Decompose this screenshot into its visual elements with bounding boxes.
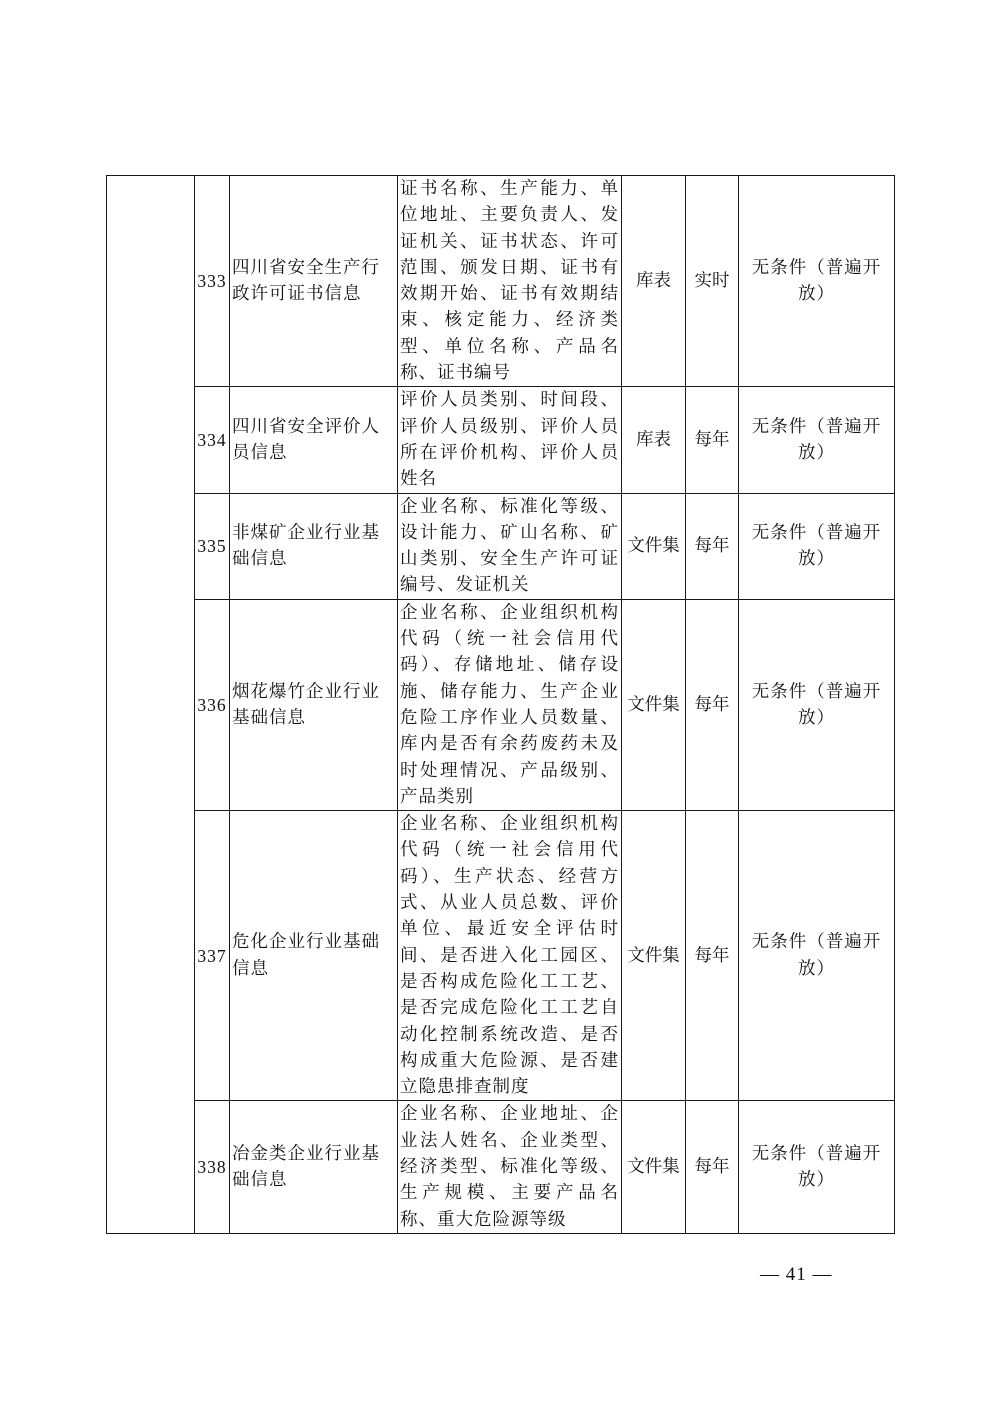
table-row (107, 387, 895, 493)
sharing-condition: 无条件（普遍开放） (739, 493, 895, 599)
row-number: 335 (195, 493, 230, 599)
info-items: 企业名称、企业组织机构代码（统一社会信用代码）、存储地址、储存设施、储存能力、生产企业危险工序作业人员数量、库内是否有余药废药未及时处理情况、产品级别、产品类别 (398, 599, 622, 810)
row-number: 337 (195, 811, 230, 1101)
table-row (107, 176, 895, 387)
resource-format: 文件集 (622, 811, 686, 1101)
row-number: 333 (195, 176, 230, 387)
table-row (107, 599, 895, 810)
category-cell (107, 176, 195, 1234)
page-number: — 41 — (760, 1264, 833, 1285)
resource-format: 库表 (622, 387, 686, 493)
update-frequency: 实时 (686, 176, 739, 387)
sharing-condition: 无条件（普遍开放） (739, 599, 895, 810)
info-items: 企业名称、企业组织机构代码（统一社会信用代码）、生产状态、经营方式、从业人员总数、评价单位、最近安全评估时间、是否进入化工园区、是否构成危险化工工艺、是否完成危险化工工艺自动化控制系统改造、是否构成重大危险源、是否建立隐患排查制度 (398, 811, 622, 1101)
row-number: 336 (195, 599, 230, 810)
update-frequency: 每年 (686, 493, 739, 599)
sharing-condition: 无条件（普遍开放） (739, 387, 895, 493)
resource-name: 烟花爆竹企业行业基础信息 (230, 599, 398, 810)
data-catalog-table (106, 175, 895, 1234)
info-items: 企业名称、标准化等级、设计能力、矿山名称、矿山类别、安全生产许可证编号、发证机关 (398, 493, 622, 599)
resource-format: 库表 (622, 176, 686, 387)
table-row (107, 493, 895, 599)
update-frequency: 每年 (686, 387, 739, 493)
resource-format: 文件集 (622, 493, 686, 599)
resource-name: 冶金类企业行业基础信息 (230, 1101, 398, 1233)
row-number: 334 (195, 387, 230, 493)
table-row (107, 811, 895, 1101)
update-frequency: 每年 (686, 1101, 739, 1233)
resource-name: 四川省安全生产行政许可证书信息 (230, 176, 398, 387)
sharing-condition: 无条件（普遍开放） (739, 811, 895, 1101)
resource-format: 文件集 (622, 599, 686, 810)
update-frequency: 每年 (686, 599, 739, 810)
resource-name: 危化企业行业基础信息 (230, 811, 398, 1101)
resource-name: 非煤矿企业行业基础信息 (230, 493, 398, 599)
sharing-condition: 无条件（普遍开放） (739, 1101, 895, 1233)
info-items: 企业名称、企业地址、企业法人姓名、企业类型、经济类型、标准化等级、生产规模、主要产品名称、重大危险源等级 (398, 1101, 622, 1233)
table-row (107, 1101, 895, 1233)
info-items: 证书名称、生产能力、单位地址、主要负责人、发证机关、证书状态、许可范围、颁发日期、证书有效期开始、证书有效期结束、核定能力、经济类型、单位名称、产品名称、证书编号 (398, 176, 622, 387)
info-items: 评价人员类别、时间段、评价人员级别、评价人员所在评价机构、评价人员姓名 (398, 387, 622, 493)
resource-name: 四川省安全评价人员信息 (230, 387, 398, 493)
row-number: 338 (195, 1101, 230, 1233)
resource-format: 文件集 (622, 1101, 686, 1233)
sharing-condition: 无条件（普遍开放） (739, 176, 895, 387)
update-frequency: 每年 (686, 811, 739, 1101)
